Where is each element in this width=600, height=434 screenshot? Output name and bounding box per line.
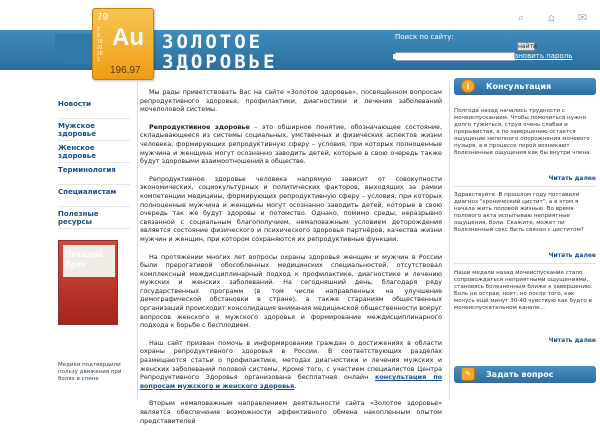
search-icon[interactable]: ⌕: [518, 11, 525, 24]
separator: [454, 186, 596, 187]
restore-password-link[interactable]: Восстановить пароль: [493, 52, 573, 60]
question-icon: ✎: [461, 367, 475, 381]
nav-item-womens-health[interactable]: Женское здоровье: [58, 144, 130, 163]
read-more-link-1[interactable]: Читать далее: [548, 175, 596, 182]
consult-question-1: Полгода назад начались трудности с мочеиспусканием. Чтобы помочиться нужно долго тужиться, струя очень слабая и прерывистая, а по завершению остается ощущение неполного опорожнения мочевого пузыря, а в процессе порой возникают болезненные ощущения как бы внутри члена.: [454, 108, 592, 156]
mail-icon[interactable]: ✉: [578, 11, 588, 24]
promo-title: Лечащий Врач: [65, 249, 103, 269]
search-button[interactable]: найти: [518, 43, 537, 50]
consult-question-3: Наши медали назад мочеиспускание стало сопровождаться неприятными ощущениями, становясь болезненным ближе к завершению. Боль не острая, ноет, но после того, как мочусь ещё минут 30-40 чувствую как будто в мочеиспускательном канале...: [454, 270, 593, 311]
restore-link-wrap: [485, 52, 572, 60]
nav-item-terminology[interactable]: Терминология: [58, 166, 130, 185]
shell-1: 2: [97, 27, 100, 33]
atomic-number: 79: [97, 12, 109, 23]
header-bar-accent: [55, 34, 93, 64]
divider-right: [449, 80, 450, 400]
home-icon[interactable]: ⌂: [548, 11, 555, 24]
intro-paragraph: Мы рады приветствовать Вас на сайте «Золотое здоровье», посвящённом вопросам репродуктивного здоровья, профилактики, диагностики и лечения заболеваний мочеполовой системы.: [140, 88, 442, 114]
divider-left: [137, 80, 138, 400]
consult-title: Консультация: [486, 82, 552, 91]
mission-text: Наш сайт призван помочь в информировании граждан о достижениях в области охраны репродуктивного здоровья в России. В соответствующих разделах размещаются статьи о профилактике, методах диагностики и лечения мужских и женских заболеваний половой системы. Кроме того, с участием специалистов Центра Репродуктивного Здоровья организована бесплатная онлайн: [140, 338, 442, 382]
atomic-mass: 196.97: [110, 65, 141, 76]
site-title-line1: ЗОЛОТОЕ: [162, 31, 264, 53]
consult-question-2: Здравствуйте. В прошлом году поставили диагноз "хронический цистит", а в этом я начала жить половой жизнью. Во время полового акта испытываю неприятные ощущения, боли. Скажите, может ли болезненный секс быть связан с циститом?: [454, 192, 584, 233]
history-paragraph: На протяжении многих лет вопросы охраны здоровья женщин и мужчин в России были прерогативой обособленных медицинских специальностей, отсутствовал комплексный междисциплинарный подход к профилактике, диагностике и лечению мужских и женских заболеваний. На сегодняшний день, благодаря ряду государственных программ (в том числе направленных на улучшение демографической обстановки в стране), а также стараниям общественных организаций происходит консолидация внимания медицинской общественности вокруг вопросов женского и мужского здоровья и формирование междисциплинарного подхода к борьбе с бесплодием.: [140, 252, 442, 330]
separator: [454, 263, 596, 264]
consultation-link[interactable]: консультация по вопросам мужского и женского здоровья: [140, 373, 442, 390]
register-link[interactable]: Зарегистрироваться: [401, 52, 478, 60]
logo-element-tile[interactable]: [92, 8, 154, 80]
promo-caption[interactable]: Медики подтвердили пользу движения при болях в спине: [58, 362, 122, 382]
electron-shells: [97, 27, 103, 63]
definition-text: – это обширное понятие, обозначающее состояние, складывающееся из системы социальных, умственных и физических аспектов жизни человека, формирующих репродуктивную сферу – условия, при которых полноценные мужчина и женщина могут осознанно заводить детей, которые в свою очередь также будут здоровыми взаимоотношений в обществе.: [140, 122, 442, 166]
read-more-link-3[interactable]: Читать далее: [548, 337, 596, 344]
definition-paragraph: [140, 123, 442, 166]
shell-5: 18: [97, 51, 103, 57]
bullet-icon: [393, 54, 398, 59]
shell-3: 18: [97, 39, 103, 45]
shell-6: 1: [97, 57, 100, 63]
second-direction-paragraph: Вторым немаловажным направлением деятельности сайта «Золотое здоровье» является обеспечение возможности эффективного обмена накопленным опытом представителей: [140, 399, 442, 425]
info-icon: i: [461, 79, 475, 93]
register-link-wrap: [393, 52, 477, 60]
bullet-icon: [485, 54, 490, 59]
promo-magazine-cover[interactable]: [58, 240, 118, 325]
nav-item-specialists[interactable]: Специалистам: [58, 188, 130, 207]
term-bold: Репродуктивное здоровье: [149, 122, 250, 131]
main-content: [140, 88, 442, 434]
header-icons: [518, 12, 590, 24]
site-title-line2: ЗДОРОВЬЕ: [162, 51, 278, 73]
read-more-link-2[interactable]: Читать далее: [548, 252, 596, 259]
shell-4: 32: [97, 45, 103, 51]
mission-end: .: [294, 381, 297, 390]
shell-2: 8: [97, 33, 100, 39]
site-title[interactable]: [162, 32, 278, 72]
search-label: Поиск по сайту:: [395, 33, 454, 41]
factors-paragraph: Репродуктивное здоровье человека напрямую зависит от совокупности экономических, социокультурных и политических факторов, выходящих за рамки компетенции медицины, формирующих репродуктивную сферу – условия, при которых полноценные мужчина и женщины могут осознанно заводить детей, которые в свою очередь так же будут здоровы и потомство. Однако, помимо среды, неразрывно связанной с социальным благополучием, немаловажным условием деторождения является состояние физического и психического здоровья партнёров, качества жизни мужчин и женщин, при котором сохраняются их репродуктивные функции.: [140, 174, 442, 243]
sidebar-nav: [58, 100, 130, 232]
header-links: [393, 52, 572, 60]
element-symbol: Au: [112, 24, 144, 51]
nav-item-resources[interactable]: Полезные ресурсы: [58, 210, 130, 229]
nav-item-mens-health[interactable]: Мужское здоровье: [58, 122, 130, 141]
nav-item-news[interactable]: Новости: [58, 100, 130, 119]
ask-question-title[interactable]: Задать вопрос: [486, 370, 554, 379]
mission-paragraph: [140, 339, 442, 391]
